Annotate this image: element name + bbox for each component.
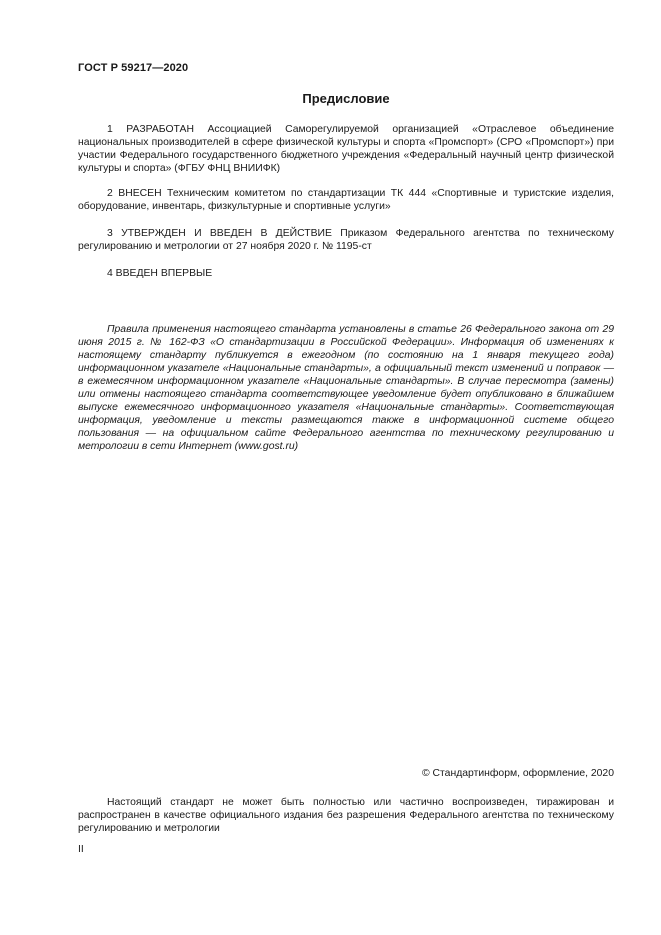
foreword-title: Предисловие — [302, 91, 390, 106]
foreword-item-4: 4 ВВЕДЕН ВПЕРВЫЕ — [107, 268, 213, 279]
reproduction-notice: Настоящий стандарт не может быть полностью или частично воспроизведен, тиражирован и распространен в качестве официального издания без разрешения Федерального агентства по техническому регулированию и метрологии — [78, 797, 614, 834]
page-number: II — [78, 844, 84, 855]
standard-code: ГОСТ Р 59217—2020 — [78, 62, 189, 74]
foreword-item-2: 2 ВНЕСЕН Техническим комитетом по стандартизации ТК 444 «Спортивные и туристские изделия, оборудование, инвентарь, физкультурные и спортивные услуги» — [78, 188, 614, 212]
foreword-item-1: 1 РАЗРАБОТАН Ассоциацией Саморегулируемой организацией «Отраслевое объединение национальных производителей в сфере физической культуры и спорта «Промспорт» (СРО «Промспорт») при участии Федерального государственного бюджетного учреждения «Федеральный научный центр физической культуры и спорта» (ФГБУ ФНЦ ВНИИФК) — [78, 124, 614, 174]
rules-notice: Правила применения настоящего стандарта установлены в статье 26 Федерального закона от 29 июня 2015 г. № 162-ФЗ «О стандартизации в Российской Федерации». Информация об изменениях к настоящему стандарту публикуется в ежегодном (по состоянию на 1 января текущего года) информационном указателе «Национальные стандарты», а официальный текст изменений и поправок — в ежемесячном информационном указателе «Национальные стандарты». В случае пересмотра (замены) или отмены настоящего стандарта соответствующее уведомление будет опубликовано в ближайшем выпуске ежемесячного информационного указателя «Национальные стандарты». Соответствующая информация, уведомление и тексты размещаются также в информационной системе общего пользования — на официальном сайте Федерального агентства по техническому регулированию и метрологии в сети Интернет (www.gost.ru) — [78, 324, 614, 452]
foreword-item-3: 3 УТВЕРЖДЕН И ВВЕДЕН В ДЕЙСТВИЕ Приказом Федерального агентства по техническому регулированию и метрологии от 27 ноября 2020 г. № 1195-ст — [78, 228, 614, 252]
copyright-line: © Стандартинформ, оформление, 2020 — [421, 768, 614, 779]
